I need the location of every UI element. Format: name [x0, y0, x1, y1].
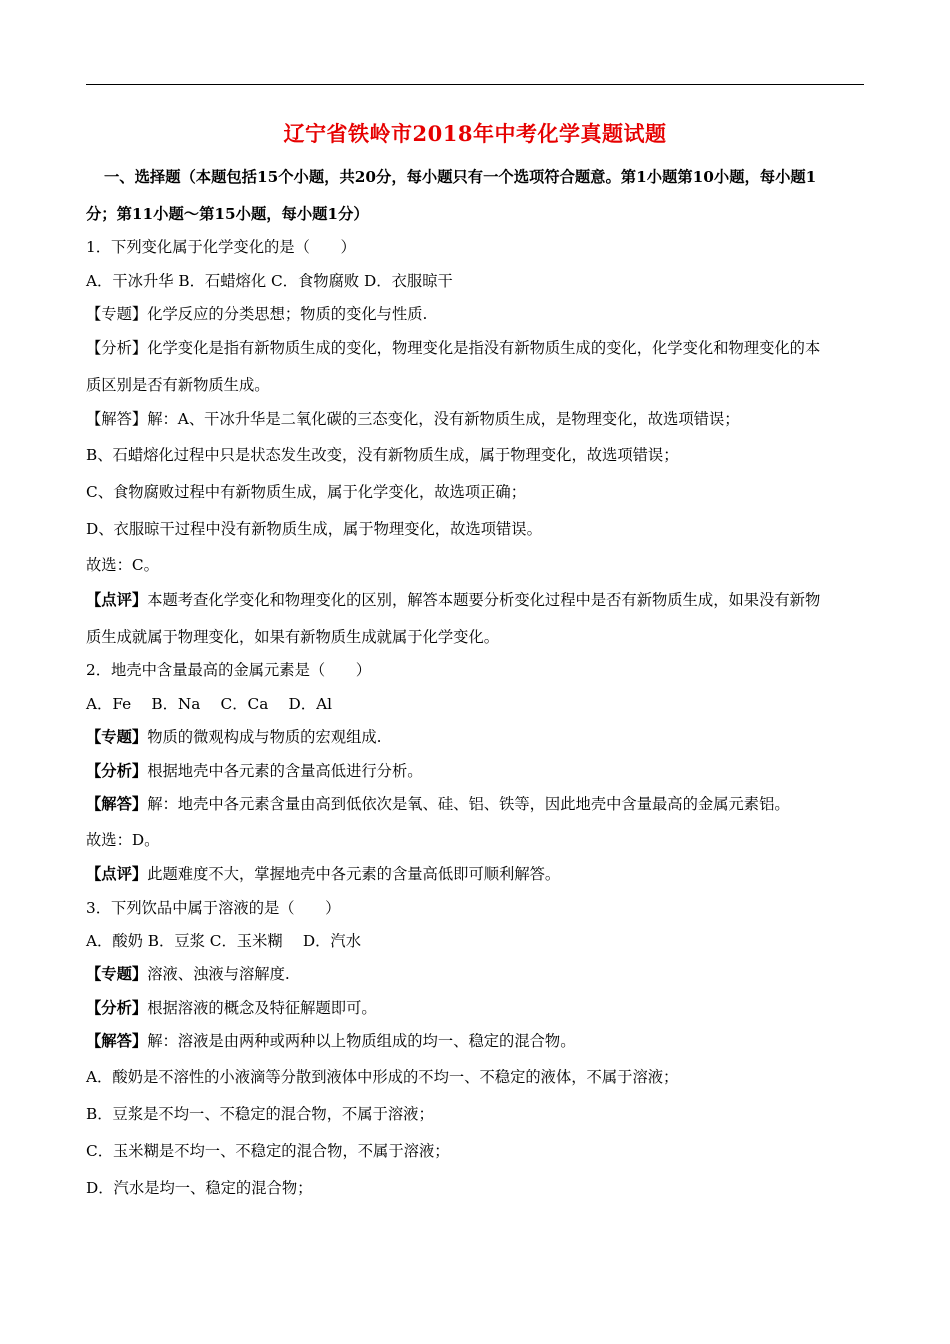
q2-choice: 故选：D。 — [86, 831, 160, 849]
q3-answer-line-2: A．酸奶是不溶性的小液滴等分散到液体中形成的不均一、不稳定的液体，不属于溶液； — [86, 1068, 679, 1086]
q2-topic-tag: 【专题】 — [86, 728, 148, 746]
q1-answer-line-1 — [86, 407, 740, 429]
q3-topic — [86, 962, 290, 984]
q3-answer-line-5: D．汽水是均一、稳定的混合物； — [86, 1179, 313, 1197]
q1-comment-text: 本题考查化学变化和物理变化的区别，解答本题要分析变化过程中是否有新物质生成，如果没有新物 — [147, 591, 821, 609]
q1-stem: 1．下列变化属于化学变化的是（ ） — [86, 238, 356, 256]
q2-options: A．Fe B．Na C．Ca D．Al — [86, 695, 333, 713]
header-rule — [86, 84, 864, 85]
q1-analysis-line-1 — [86, 336, 820, 358]
q2-stem: 2．地壳中含量最高的金属元素是（ ） — [86, 661, 372, 679]
q1-options: A．干冰升华 B．石蜡熔化 C．食物腐败 D．衣服晾干 — [86, 272, 453, 290]
q2-topic — [86, 725, 382, 747]
q3-answer-line-3: B．豆浆是不均一、不稳定的混合物，不属于溶液； — [86, 1105, 434, 1123]
q3-answer-line-4: C．玉米糊是不均一、不稳定的混合物，不属于溶液； — [86, 1142, 450, 1160]
q1-answer-line-3: C、食物腐败过程中有新物质生成，属于化学变化，故选项正确； — [86, 483, 527, 501]
section-heading-line-1: 一、选择题（本题包括15个小题，共20分，每小题只有一个选项符合题意。第1小题第10小题，每小题1 — [104, 168, 817, 186]
q1-comment-line-1 — [86, 588, 820, 610]
q3-answer-tag: 【解答】 — [86, 1032, 148, 1050]
q1-answer-tag: 【解答】 — [86, 410, 148, 428]
q1-topic — [86, 302, 427, 324]
q2-comment — [86, 862, 560, 884]
q3-options: A．酸奶 B．豆浆 C．玉米糊 D．汽水 — [86, 932, 362, 950]
q3-answer-line-1 — [86, 1029, 576, 1051]
q2-comment-tag: 【点评】 — [86, 865, 148, 883]
q1-answer-line-4: D、衣服晾干过程中没有新物质生成，属于物理变化，故选项错误。 — [86, 520, 542, 538]
section-heading-line-2: 分；第11小题～第15小题，每小题1分） — [86, 205, 369, 223]
q1-choice: 故选：C。 — [86, 556, 159, 574]
q2-answer-tag: 【解答】 — [86, 795, 148, 813]
q3-analysis — [86, 996, 377, 1018]
q1-answer-text: 解：A、干冰升华是二氧化碳的三态变化，没有新物质生成，是物理变化，故选项错误； — [147, 410, 740, 428]
q1-analysis-line-2: 质区别是否有新物质生成。 — [86, 376, 270, 394]
q1-topic-text: 化学反应的分类思想；物质的变化与性质. — [147, 305, 428, 323]
q3-stem: 3．下列饮品中属于溶液的是（ ） — [86, 899, 341, 917]
q2-analysis — [86, 759, 423, 781]
q2-answer-text: 解：地壳中各元素含量由高到低依次是氧、硅、铝、铁等，因此地壳中含量最高的金属元素铝。 — [147, 795, 790, 813]
q3-answer-text: 解：溶液是由两种或两种以上物质组成的均一、稳定的混合物。 — [147, 1032, 576, 1050]
q3-analysis-tag: 【分析】 — [86, 999, 148, 1017]
q2-analysis-tag: 【分析】 — [86, 762, 148, 780]
q2-topic-text: 物质的微观构成与物质的宏观组成. — [147, 728, 382, 746]
page-title: 辽宁省铁岭市2018年中考化学真题试题 — [283, 121, 667, 146]
q1-topic-tag: 【专题】 — [86, 305, 148, 323]
q1-answer-line-2: B、石蜡熔化过程中只是状态发生改变，没有新物质生成，属于物理变化，故选项错误； — [86, 446, 679, 464]
q2-comment-text: 此题难度不大，掌握地壳中各元素的含量高低即可顺利解答。 — [147, 865, 561, 883]
q3-topic-tag: 【专题】 — [86, 965, 148, 983]
q3-topic-text: 溶液、浊液与溶解度. — [147, 965, 290, 983]
q3-analysis-text: 根据溶液的概念及特征解题即可。 — [147, 999, 377, 1017]
q1-comment-line-2: 质生成就属于物理变化，如果有新物质生成就属于化学变化。 — [86, 628, 500, 646]
q1-comment-tag: 【点评】 — [86, 591, 148, 609]
q1-analysis-tag: 【分析】 — [86, 339, 148, 357]
q2-answer — [86, 792, 790, 814]
q2-analysis-text: 根据地壳中各元素的含量高低进行分析。 — [147, 762, 423, 780]
q1-analysis-text: 化学变化是指有新物质生成的变化，物理变化是指没有新物质生成的变化，化学变化和物理变化的本 — [147, 339, 821, 357]
